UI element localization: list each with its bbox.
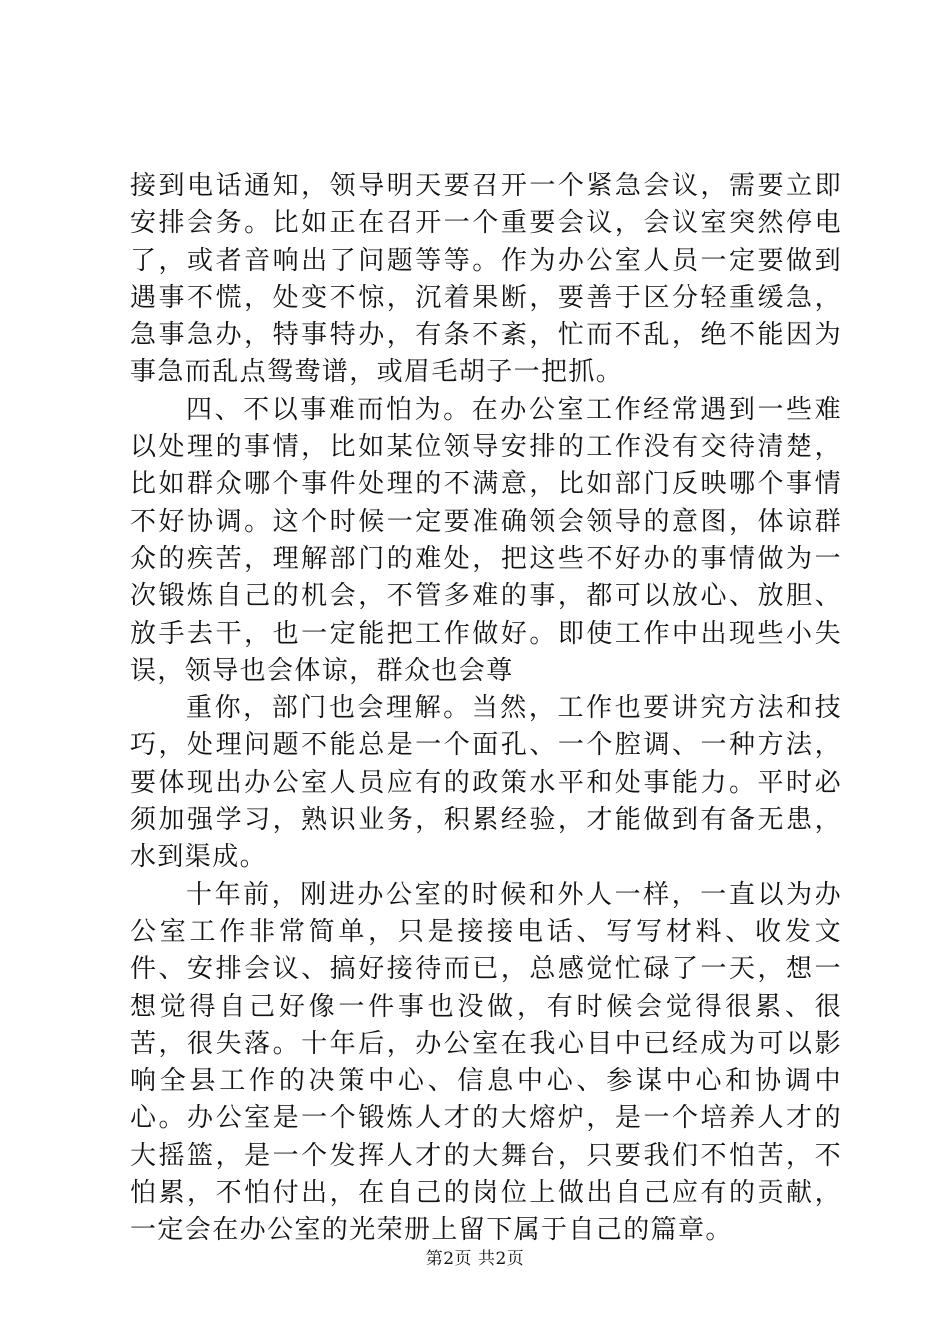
document-body bbox=[130, 168, 842, 1250]
paragraph-conclusion: 十年前，刚进办公室的时候和外人一样，一直以为办公室工作非常简单，只是接接电话、写写材料、收发文件、安排会议、搞好接待而已，总感觉忙碌了一天，想一想觉得自己好像一件事也没做，有时候会觉得很累、很苦，很失落。十年后，办公室在我心目中已经成为可以影响全县工作的决策中心、信息中心、参谋中心和协调中心。办公室是一个锻炼人才的大熔炉，是一个培养人才的大摇篮，是一个发挥人才的大舞台，只要我们不怕苦，不怕累，不怕付出，在自己的岗位上做出自己应有的贡献，一定会在办公室的光荣册上留下属于自己的篇章。 bbox=[130, 879, 842, 1246]
paragraph-section-four-continued: 重你，部门也会理解。当然，工作也要讲究方法和技巧，处理问题不能总是一个面孔、一个腔调、一种方法，要体现出办公室人员应有的政策水平和处事能力。平时必须加强学习，熟识业务，积累经验，才能做到有备无患，水到渠成。 bbox=[130, 693, 842, 873]
page-number-footer: 第2页 共2页 bbox=[425, 1249, 525, 1269]
paragraph-section-four: 四、不以事难而怕为。在办公室工作经常遇到一些难以处理的事情，比如某位领导安排的工作没有交待清楚，比如群众哪个事件处理的不满意，比如部门反映哪个事情不好协调。这个时候一定要准确领会领导的意图，体谅群众的疾苦，理解部门的难处，把这些不好办的事情做为一次锻炼自己的机会，不管多难的事，都可以放心、放胆、放手去干，也一定能把工作做好。即使工作中出现些小失误，领导也会体谅，群众也会尊 bbox=[130, 394, 842, 686]
paragraph-continued: 接到电话通知，领导明天要召开一个紧急会议，需要立即安排会务。比如正在召开一个重要会议，会议室突然停电了，或者音响出了问题等等。作为办公室人员一定要做到遇事不慌，处变不惊，沉着果断，要善于区分轻重缓急，急事急办，特事特办，有条不紊，忙而不乱，绝不能因为事急而乱点鸳鸯谱，或眉毛胡子一把抓。 bbox=[130, 171, 842, 388]
